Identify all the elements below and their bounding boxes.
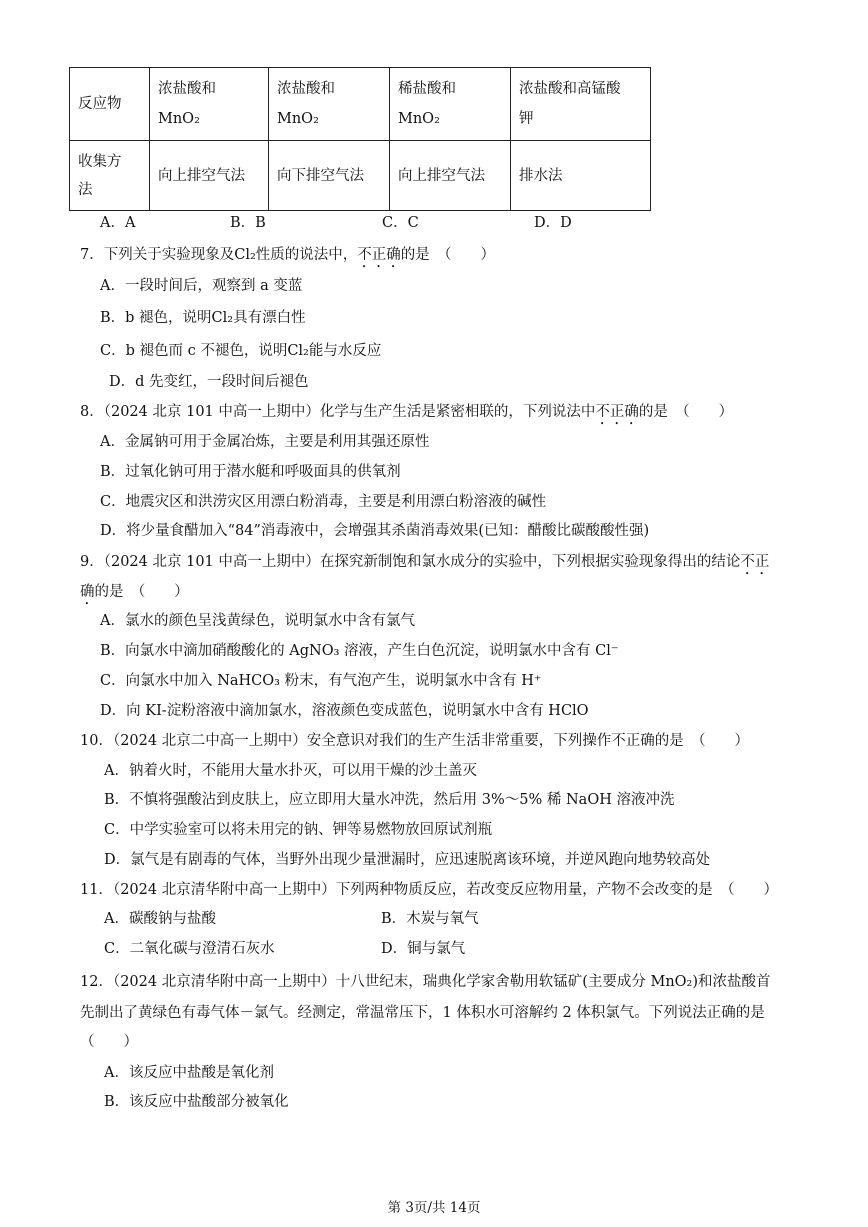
table-cell: 排水法 [511,141,651,211]
table-cell: 稀盐酸和 MnO₂ [390,68,511,141]
q6-option-a[interactable]: A．A [100,215,136,231]
q12-stem: 12．（2024 北京清华附中高一上期中）十八世纪末，瑞典化学家舍勒用软锰矿(主要成分 MnO₂)和浓盐酸首 [80,974,771,990]
q11-option-d[interactable]: D．铜与氯气 [381,941,466,957]
q11-option-c[interactable]: C．二氧化碳与澄清石灰水 [104,941,275,957]
table-row [70,68,651,141]
q11-option-a[interactable]: A．碳酸钠与盐酸 [104,911,216,927]
page-footer: 第 3页/共 14页 [387,1200,481,1216]
table-cell: 向下排空气法 [269,141,390,211]
q9-stem: 9．（2024 北京 101 中高一上期中）在探究新制饱和氯水成分的实验中，下列根据实验现象得出的结论不正 [80,554,770,570]
q6-option-c[interactable]: C．C [382,215,419,231]
q9-option-d[interactable]: D．向 KI-淀粉溶液中滴加氯水，溶液颜色变成蓝色，说明氯水中含有 HClO [100,703,589,719]
q7-option-d[interactable]: D．d 先变红，一段时间后褪色 [109,374,309,390]
q9-stem-continued: 确的是 （ ） [80,584,189,600]
q8-option-b[interactable]: B．过氧化钠可用于潜水艇和呼吸面具的供氧剂 [100,464,401,480]
q9-option-c[interactable]: C．向氯水中加入 NaHCO₃ 粉末，有气泡产生，说明氯水中含有 H⁺ [100,673,542,689]
q6-option-b[interactable]: B．B [230,215,266,231]
q11-option-b[interactable]: B．木炭与氧气 [381,911,479,927]
q9-option-a[interactable]: A．氯水的颜色呈浅黄绿色，说明氯水中含有氯气 [100,613,415,629]
table-header-cell: 收集方法 [70,141,150,211]
q10-option-a[interactable]: A．钠着火时，不能用大量水扑灭，可以用干燥的沙土盖灭 [104,763,477,779]
q10-option-b[interactable]: B．不慎将强酸沾到皮肤上，应立即用大量水冲洗，然后用 3%～5% 稀 NaOH 溶液冲洗 [104,792,675,808]
q7-option-c[interactable]: C．b 褪色而 c 不褪色，说明Cl₂能与水反应 [100,343,382,359]
table-row [70,141,651,211]
q12-stem-continued: 先制出了黄绿色有毒气体－氯气。经测定，常温常压下，1 体积水可溶解约 2 体积氯气。下列说法正确的是 [80,1005,765,1021]
table-header-cell: 反应物 [70,68,150,141]
q6-option-d[interactable]: D．D [534,215,572,231]
table-cell: 浓盐酸和 MnO₂ [269,68,390,141]
table-cell: 浓盐酸和 MnO₂ [150,68,269,141]
q10-option-c[interactable]: C．中学实验室可以将未用完的钠、钾等易燃物放回原试剂瓶 [104,822,493,838]
q8-option-a[interactable]: A．金属钠可用于金属冶炼，主要是利用其强还原性 [100,434,430,450]
table-cell: 向上排空气法 [390,141,511,211]
reactant-table [69,67,651,211]
q8-option-d[interactable]: D．将少量食醋加入“84”消毒液中，会增强其杀菌消毒效果(已知：醋酸比碳酸酸性强) [100,523,650,539]
q12-option-a[interactable]: A．该反应中盐酸是氧化剂 [104,1065,274,1081]
q8-stem: 8．（2024 北京 101 中高一上期中）化学与生产生活是紧密相联的，下列说法中不正确的是 （ ） [80,404,734,420]
q7-option-b[interactable]: B．b 褪色，说明Cl₂具有漂白性 [100,310,306,326]
q7-option-a[interactable]: A．一段时间后，观察到 a 变蓝 [100,278,303,294]
q7-stem: 7．下列关于实验现象及Cl₂性质的说法中，不正确的是 （ ） [80,247,496,263]
table-cell: 向上排空气法 [150,141,269,211]
q8-option-c[interactable]: C．地震灾区和洪涝灾区用漂白粉消毒，主要是利用漂白粉溶液的碱性 [100,494,547,510]
q10-option-d[interactable]: D．氯气是有剧毒的气体，当野外出现少量泄漏时，应迅速脱离该环境，并逆风跑向地势较高处 [104,852,711,868]
q11-stem: 11．（2024 北京清华附中高一上期中）下列两种物质反应，若改变反应物用量，产物不会改变的是 （ ） [80,882,778,898]
q10-stem: 10．（2024 北京二中高一上期中）安全意识对我们的生产生活非常重要，下列操作不正确的是 （ ） [80,733,749,749]
q12-option-b[interactable]: B．该反应中盐酸部分被氧化 [104,1094,289,1110]
q9-option-b[interactable]: B．向氯水中滴加硝酸酸化的 AgNO₃ 溶液，产生白色沉淀，说明氯水中含有 Cl⁻ [100,643,619,659]
q12-answer-blank: （ ） [80,1034,138,1050]
table-cell: 浓盐酸和高锰酸 钾 [511,68,651,141]
